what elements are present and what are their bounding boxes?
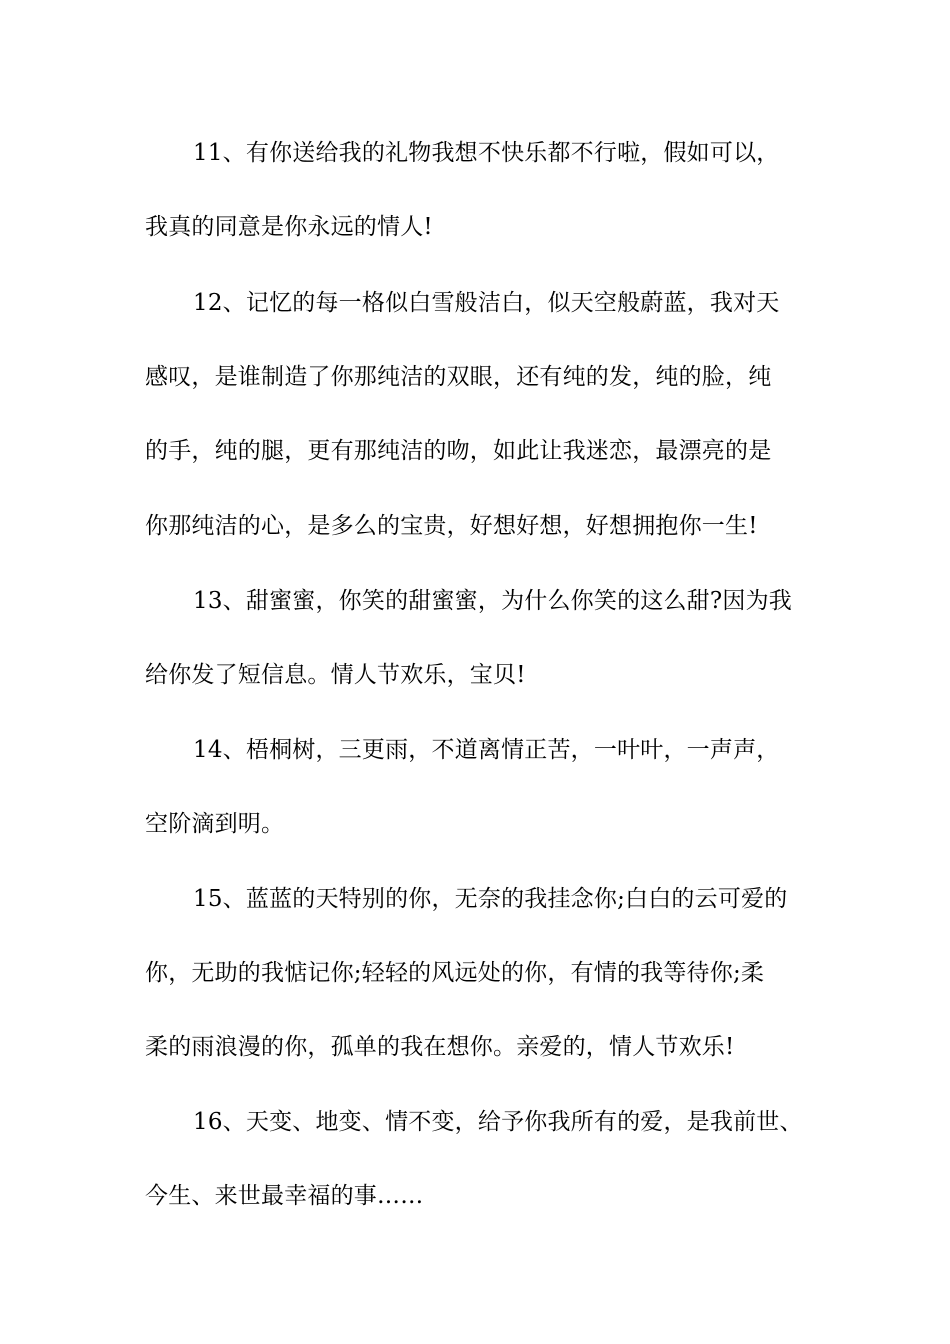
paragraph-15-line-2: 你，无助的我惦记你;轻轻的风远处的你，有情的我等待你;柔	[145, 960, 765, 986]
paragraph-11-line-2: 我真的同意是你永远的情人!	[145, 214, 433, 240]
paragraph-15-line-1: 15、蓝蓝的天特别的你，无奈的我挂念你;白白的云可爱的	[193, 886, 788, 912]
paragraph-16-line-1: 16、天变、地变、情不变，给予你我所有的爱，是我前世、	[193, 1109, 803, 1135]
paragraph-11-line-1: 11、有你送给我的礼物我想不快乐都不行啦，假如可以，	[193, 140, 780, 166]
paragraph-15-line-3: 柔的雨浪漫的你，孤单的我在想你。亲爱的，情人节欢乐!	[145, 1034, 735, 1060]
paragraph-14-line-2: 空阶滴到明。	[145, 811, 285, 837]
paragraph-12-line-1: 12、记忆的每一格似白雪般洁白，似天空般蔚蓝，我对天	[193, 290, 780, 316]
paragraph-12-line-4: 你那纯洁的心，是多么的宝贵，好想好想，好想拥抱你一生!	[145, 513, 758, 539]
paragraph-12-line-2: 感叹，是谁制造了你那纯洁的双眼，还有纯的发，纯的脸，纯	[145, 364, 772, 390]
paragraph-16-line-2: 今生、来世最幸福的事……	[145, 1183, 424, 1209]
paragraph-13-line-1: 13、甜蜜蜜，你笑的甜蜜蜜，为什么你笑的这么甜?因为我	[193, 588, 792, 614]
paragraph-14-line-1: 14、梧桐树，三更雨，不道离情正苦，一叶叶，一声声，	[193, 737, 780, 763]
paragraph-13-line-2: 给你发了短信息。情人节欢乐，宝贝!	[145, 662, 526, 688]
paragraph-12-line-3: 的手，纯的腿，更有那纯洁的吻，如此让我迷恋，最漂亮的是	[145, 438, 772, 464]
